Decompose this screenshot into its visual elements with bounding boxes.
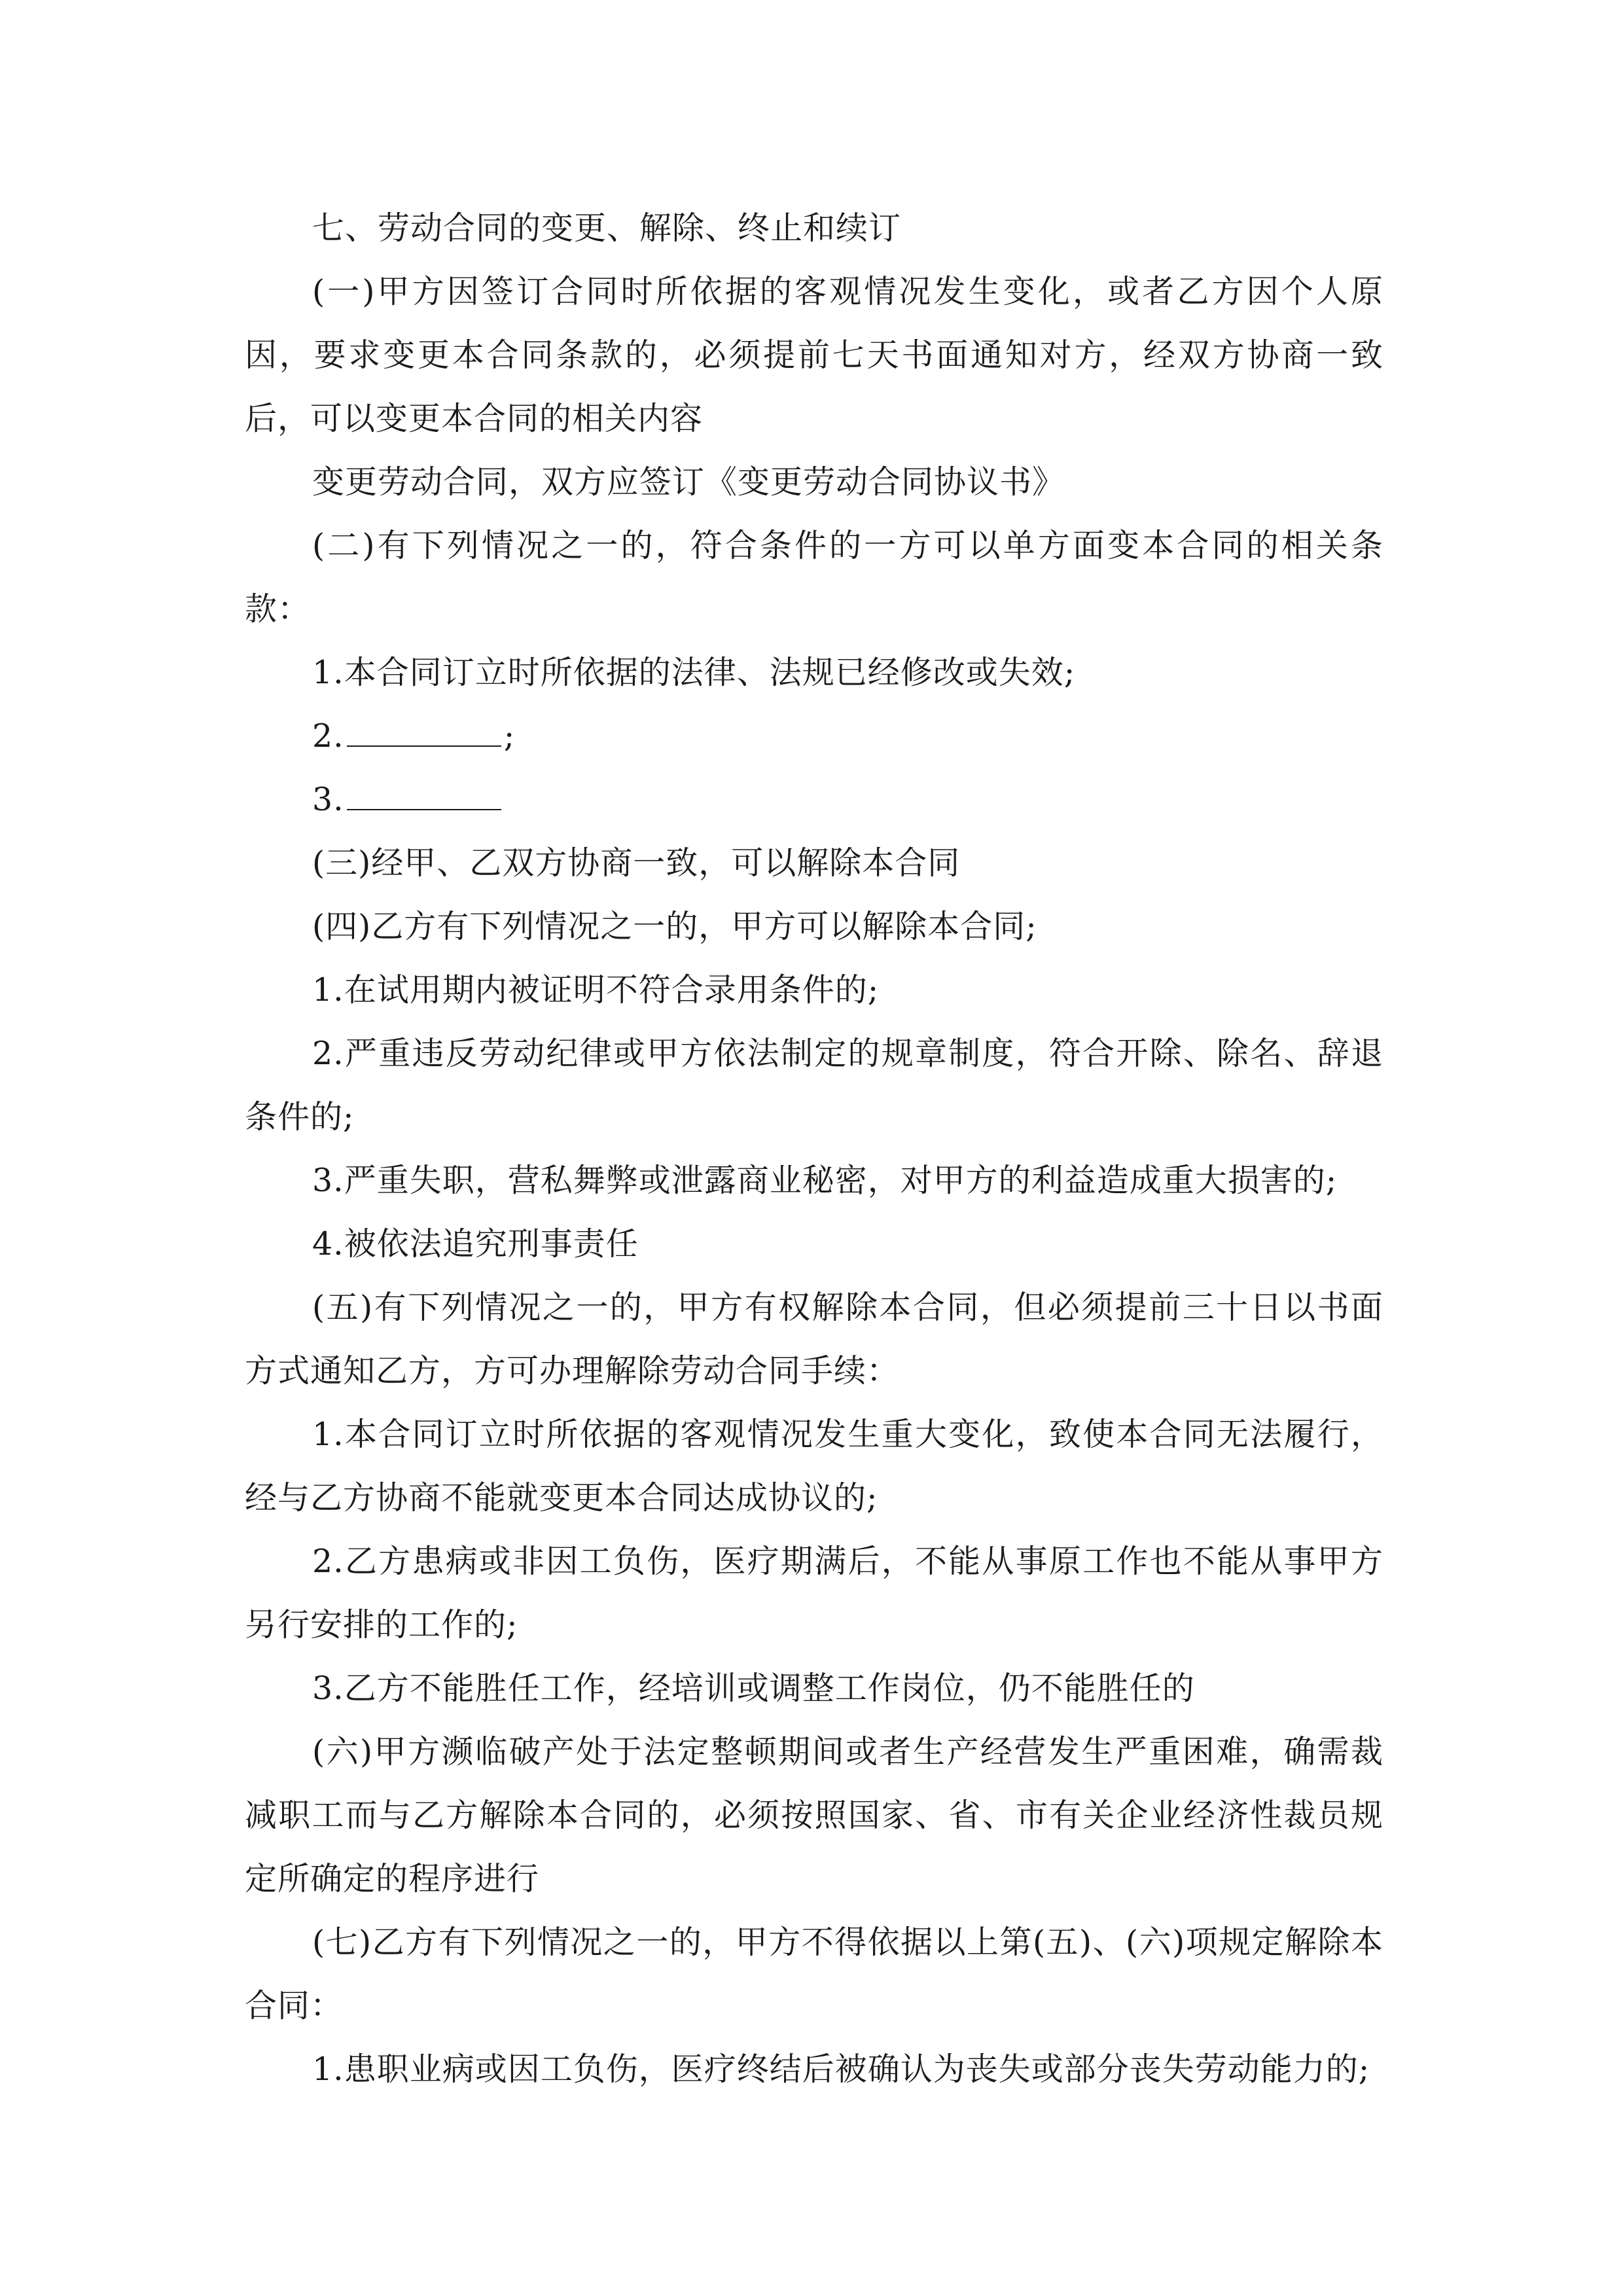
fill-in-blank [347,770,501,810]
paragraph: 1.患职业病或因工负伤，医疗终结后被确认为丧失或部分丧失劳动能力的; [312,2051,1370,2088]
paragraph: 3.严重失职，营私舞弊或泄露商业秘密，对甲方的利益造成重大损害的; [312,1162,1338,1199]
paragraph: 变更劳动合同，双方应签订《变更劳动合同协议书》 [312,463,1065,501]
paragraph: 2.严重违反劳动纪律或甲方依法制定的规章制度，符合开除、除名、辞退条件的; [245,1035,1383,1136]
paragraph: 3.乙方不能胜任工作，经培训或调整工作岗位，仍不能胜任的 [312,1670,1195,1707]
document-body [245,196,1383,2101]
paragraph: 2.乙方患病或非因工负伤，医疗期满后，不能从事原工作也不能从事甲方另行安排的工作的; [245,1543,1383,1643]
paragraph: (三)经甲、乙双方协商一致，可以解除本合同 [312,844,961,882]
blank-item [245,704,1383,768]
blank-item [245,768,1383,831]
section-heading: 七、劳动合同的变更、解除、终止和续订 [312,209,902,247]
blank-item-label: 3. [312,781,344,818]
paragraph: (六)甲方濒临破产处于法定整顿期间或者生产经营发生严重困难，确需裁减职工而与乙方解除本合同的，必须按照国家、省、市有关企业经济性裁员规定所确定的程序进行 [245,1733,1383,1897]
paragraph: (五)有下列情况之一的，甲方有权解除本合同，但必须提前三十日以书面方式通知乙方，方可办理解除劳动合同手续： [245,1289,1383,1390]
paragraph: (四)乙方有下列情况之一的，甲方可以解除本合同; [312,908,1037,945]
paragraph: 1.在试用期内被证明不符合录用条件的; [312,971,880,1009]
paragraph: 1.本合同订立时所依据的客观情况发生重大变化，致使本合同无法履行，经与乙方协商不能就变更本合同达成协议的; [245,1416,1383,1516]
blank-item-suffix: ; [503,717,516,755]
paragraph: 4.被依法追究刑事责任 [312,1225,639,1263]
blank-item-label: 2. [312,717,344,755]
paragraph: (二)有下列情况之一的，符合条件的一方可以单方面变本合同的相关条款： [245,527,1383,628]
paragraph: 1.本合同订立时所依据的法律、法规已经修改或失效; [312,654,1076,691]
paragraph: (七)乙方有下列情况之一的，甲方不得依据以上第(五)、(六)项规定解除本合同： [245,1924,1383,2024]
paragraph: (一)甲方因签订合同时所依据的客观情况发生变化，或者乙方因个人原因，要求变更本合同条款的，必须提前七天书面通知对方，经双方协商一致后，可以变更本合同的相关内容 [245,273,1383,437]
fill-in-blank [347,706,501,747]
